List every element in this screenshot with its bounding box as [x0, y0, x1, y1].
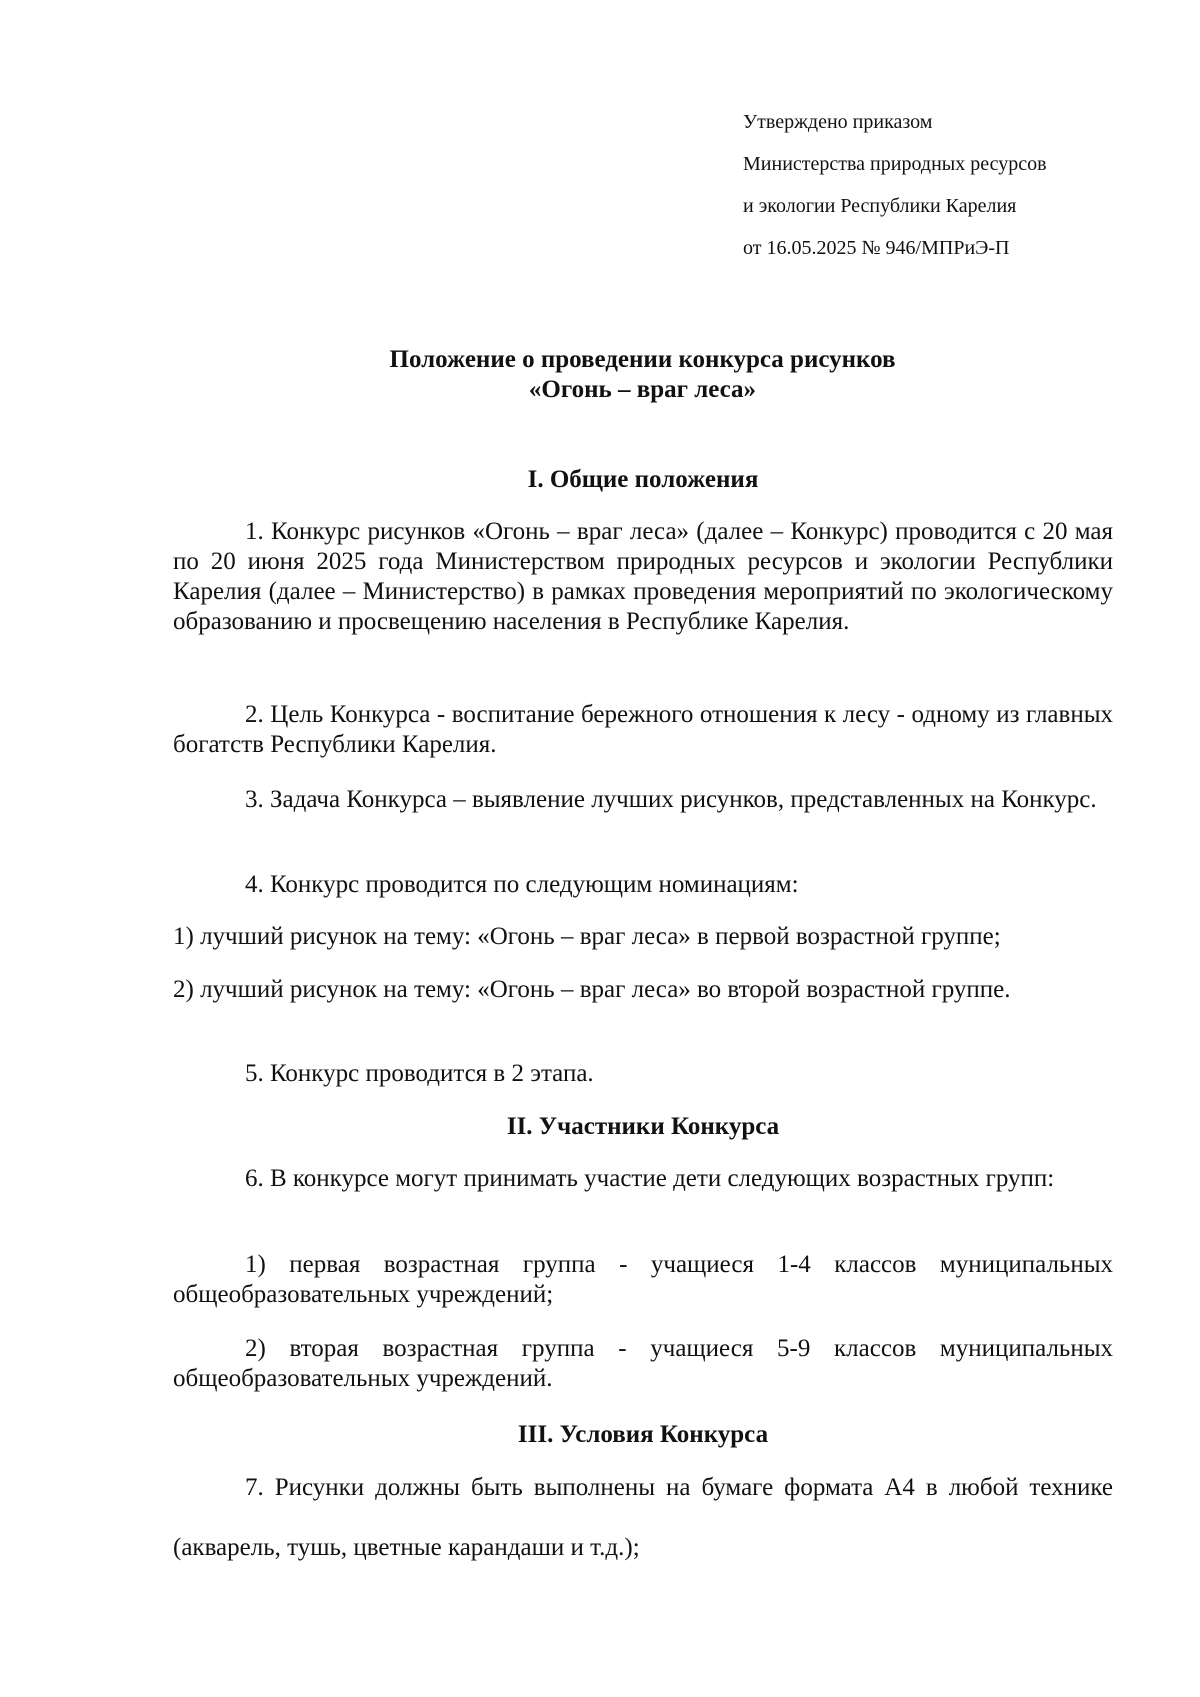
paragraph-6: 6. В конкурсе могут принимать участие дети следующих возрастных групп:: [245, 1165, 1055, 1192]
nomination-2: 2) лучший рисунок на тему: «Огонь – враг леса» во второй возрастной группе.: [173, 976, 1011, 1003]
paragraph-3: 3. Задача Конкурса – выявление лучших рисунков, представленных на Конкурс.: [245, 786, 1097, 813]
paragraph-1: 1. Конкурс рисунков «Огонь – враг леса» (далее – Конкурс) проводится с 20 мая по 20 июня 2025 года Министерством природных ресурсов и экологии Республики Карелия (далее – Министерство) в рамках проведения мероприятий по экологическому образованию и просвещению населения в Республике Карелия.: [173, 518, 1113, 635]
section-heading: I. Общие положения: [527, 466, 759, 493]
paragraph-5: 5. Конкурс проводится в 2 этапа.: [245, 1060, 594, 1087]
approval-block: [743, 112, 1047, 280]
section-heading: II. Участники Конкурса: [506, 1113, 780, 1140]
nomination-1: 1) лучший рисунок на тему: «Огонь – враг леса» в первой возрастной группе;: [173, 923, 1001, 950]
paragraph-4: 4. Конкурс проводится по следующим номинациям:: [245, 871, 799, 898]
approval-line: Министерства природных ресурсов: [743, 153, 1047, 175]
age-group-1: 1) первая возрастная группа - учащиеся 1-4 классов муниципальных общеобразовательных учреждений;: [173, 1251, 1113, 1308]
document-title-line: «Огонь – враг леса»: [528, 376, 757, 403]
document-title: [0, 345, 1200, 405]
age-group-2: 2) вторая возрастная группа - учащиеся 5-9 классов муниципальных общеобразовательных учреждений.: [173, 1335, 1113, 1392]
section-heading: III. Условия Конкурса: [517, 1421, 769, 1448]
approval-date-number: от 16.05.2025 № 946/МПРиЭ-П: [743, 237, 1010, 259]
approval-line: Утверждено приказом: [743, 111, 933, 133]
document-title-line: Положение о проведении конкурса рисунков: [389, 346, 896, 373]
paragraph-2: 2. Цель Конкурса - воспитание бережного отношения к лесу - одному из главных богатств Республики Карелия.: [173, 701, 1113, 758]
approval-line: и экологии Республики Карелия: [743, 195, 1017, 217]
paragraph-7: 7. Рисунки должны быть выполнены на бумаге формата А4 в любой технике (акварель, тушь, цветные карандаши и т.д.);: [173, 1474, 1113, 1561]
